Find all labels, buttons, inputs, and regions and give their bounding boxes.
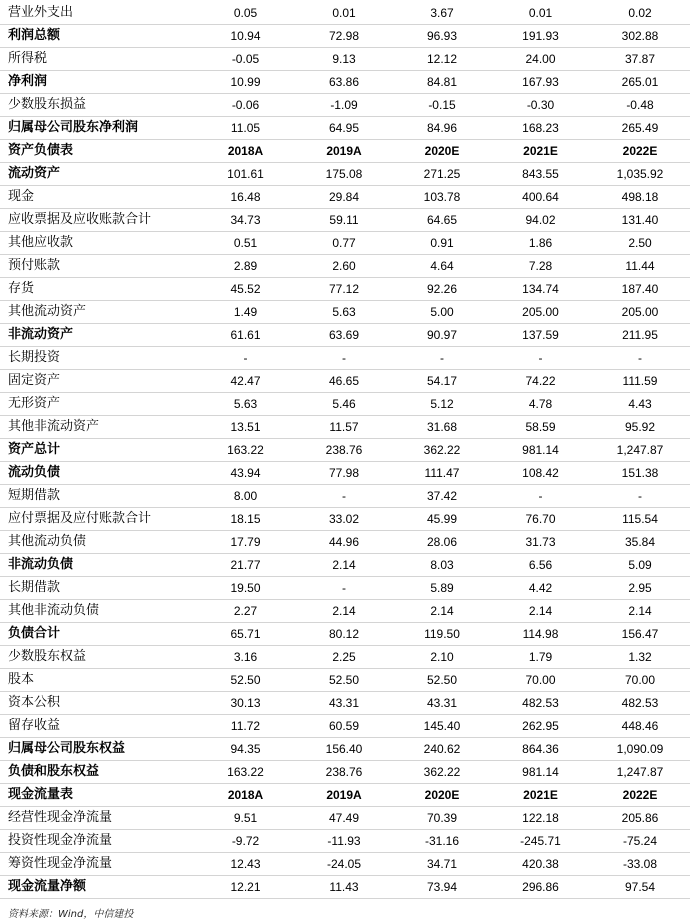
table-row: [0, 393, 690, 416]
value-cell: 114.98: [491, 623, 590, 646]
value-cell: 2.25: [295, 646, 393, 669]
value-cell: 2.10: [393, 646, 491, 669]
value-cell: 73.94: [393, 876, 491, 899]
value-cell: 981.14: [491, 761, 590, 784]
value-cell: 5.09: [590, 554, 690, 577]
row-label: 股本: [0, 669, 196, 692]
value-cell: 5.89: [393, 577, 491, 600]
value-cell: 2.14: [491, 600, 590, 623]
value-cell: 0.05: [196, 2, 295, 25]
value-cell: 72.98: [295, 25, 393, 48]
value-cell: 2.14: [393, 600, 491, 623]
value-cell: 108.42: [491, 462, 590, 485]
value-cell: 1,090.09: [590, 738, 690, 761]
value-cell: 28.06: [393, 531, 491, 554]
row-label: 非流动负债: [0, 554, 196, 577]
source-note: 资料来源：Wind，中信建投: [8, 909, 134, 920]
value-cell: -245.71: [491, 830, 590, 853]
table-row: [0, 25, 690, 48]
row-label: 负债合计: [0, 623, 196, 646]
value-cell: -0.15: [393, 94, 491, 117]
value-cell: 12.21: [196, 876, 295, 899]
row-label: 长期投资: [0, 347, 196, 370]
value-cell: 16.48: [196, 186, 295, 209]
row-label: 无形资产: [0, 393, 196, 416]
row-label: 其他流动负债: [0, 531, 196, 554]
value-cell: 76.70: [491, 508, 590, 531]
row-label: 经营性现金净流量: [0, 807, 196, 830]
value-cell: 34.73: [196, 209, 295, 232]
value-cell: 111.47: [393, 462, 491, 485]
section-title: 现金流量表: [0, 784, 196, 807]
value-cell: 7.28: [491, 255, 590, 278]
row-label: 应收票据及应收账款合计: [0, 209, 196, 232]
value-cell: -: [491, 347, 590, 370]
value-cell: 2.60: [295, 255, 393, 278]
row-label: 固定资产: [0, 370, 196, 393]
table-row: [0, 508, 690, 531]
value-cell: -24.05: [295, 853, 393, 876]
value-cell: 2.89: [196, 255, 295, 278]
value-cell: 2.14: [590, 600, 690, 623]
value-cell: 58.59: [491, 416, 590, 439]
value-cell: 151.38: [590, 462, 690, 485]
value-cell: 156.40: [295, 738, 393, 761]
value-cell: 61.61: [196, 324, 295, 347]
value-cell: 4.43: [590, 393, 690, 416]
table-row: [0, 163, 690, 186]
value-cell: 187.40: [590, 278, 690, 301]
value-cell: -: [590, 347, 690, 370]
value-cell: 70.39: [393, 807, 491, 830]
table-row: [0, 255, 690, 278]
value-cell: 2.50: [590, 232, 690, 255]
value-cell: -11.93: [295, 830, 393, 853]
value-cell: 45.52: [196, 278, 295, 301]
value-cell: 0.02: [590, 2, 690, 25]
value-cell: 362.22: [393, 761, 491, 784]
value-cell: 11.72: [196, 715, 295, 738]
value-cell: 5.63: [295, 301, 393, 324]
year-header-cell: 2020E: [393, 784, 491, 807]
value-cell: 5.00: [393, 301, 491, 324]
value-cell: 191.93: [491, 25, 590, 48]
table-row: [0, 715, 690, 738]
row-label: 资本公积: [0, 692, 196, 715]
value-cell: -0.30: [491, 94, 590, 117]
value-cell: 400.64: [491, 186, 590, 209]
table-row: [0, 669, 690, 692]
value-cell: 47.49: [295, 807, 393, 830]
value-cell: 362.22: [393, 439, 491, 462]
row-label: 非流动资产: [0, 324, 196, 347]
value-cell: 4.42: [491, 577, 590, 600]
value-cell: 80.12: [295, 623, 393, 646]
row-label: 现金: [0, 186, 196, 209]
value-cell: 119.50: [393, 623, 491, 646]
value-cell: 482.53: [491, 692, 590, 715]
value-cell: -: [295, 485, 393, 508]
row-label: 少数股东损益: [0, 94, 196, 117]
table-row: [0, 301, 690, 324]
value-cell: 97.54: [590, 876, 690, 899]
value-cell: 111.59: [590, 370, 690, 393]
value-cell: 10.99: [196, 71, 295, 94]
table-body: [0, 2, 690, 899]
value-cell: 52.50: [393, 669, 491, 692]
value-cell: 70.00: [590, 669, 690, 692]
value-cell: 134.74: [491, 278, 590, 301]
value-cell: -0.05: [196, 48, 295, 71]
value-cell: 265.49: [590, 117, 690, 140]
value-cell: 74.22: [491, 370, 590, 393]
financial-statement-table: [0, 2, 690, 899]
value-cell: 2.14: [295, 554, 393, 577]
value-cell: 205.86: [590, 807, 690, 830]
value-cell: -75.24: [590, 830, 690, 853]
value-cell: 59.11: [295, 209, 393, 232]
value-cell: -33.08: [590, 853, 690, 876]
value-cell: 11.57: [295, 416, 393, 439]
table-row: [0, 738, 690, 761]
value-cell: 175.08: [295, 163, 393, 186]
value-cell: 3.67: [393, 2, 491, 25]
row-label: 资产总计: [0, 439, 196, 462]
table-row: [0, 347, 690, 370]
table-row: [0, 646, 690, 669]
row-label: 归属母公司股东权益: [0, 738, 196, 761]
table-row: [0, 324, 690, 347]
value-cell: 3.16: [196, 646, 295, 669]
value-cell: 30.13: [196, 692, 295, 715]
value-cell: 43.31: [295, 692, 393, 715]
value-cell: -0.48: [590, 94, 690, 117]
value-cell: 92.26: [393, 278, 491, 301]
value-cell: 262.95: [491, 715, 590, 738]
table-row: [0, 485, 690, 508]
value-cell: 90.97: [393, 324, 491, 347]
table-row: [0, 186, 690, 209]
value-cell: 77.98: [295, 462, 393, 485]
value-cell: 63.86: [295, 71, 393, 94]
value-cell: 33.02: [295, 508, 393, 531]
table-row: [0, 370, 690, 393]
table-row: [0, 209, 690, 232]
table-row: [0, 462, 690, 485]
year-header-cell: 2018A: [196, 784, 295, 807]
value-cell: 420.38: [491, 853, 590, 876]
table-row: [0, 554, 690, 577]
value-cell: 84.81: [393, 71, 491, 94]
value-cell: -: [491, 485, 590, 508]
value-cell: 0.77: [295, 232, 393, 255]
table-row: [0, 623, 690, 646]
value-cell: 205.00: [590, 301, 690, 324]
value-cell: 131.40: [590, 209, 690, 232]
table-row: [0, 117, 690, 140]
value-cell: 211.95: [590, 324, 690, 347]
value-cell: 1,035.92: [590, 163, 690, 186]
value-cell: 18.15: [196, 508, 295, 531]
value-cell: 42.47: [196, 370, 295, 393]
value-cell: 6.56: [491, 554, 590, 577]
value-cell: 2.27: [196, 600, 295, 623]
row-label: 流动资产: [0, 163, 196, 186]
year-header-cell: 2018A: [196, 140, 295, 163]
value-cell: 65.71: [196, 623, 295, 646]
value-cell: 43.94: [196, 462, 295, 485]
value-cell: -: [196, 347, 295, 370]
value-cell: 1,247.87: [590, 439, 690, 462]
value-cell: 37.42: [393, 485, 491, 508]
value-cell: -: [295, 577, 393, 600]
value-cell: 17.79: [196, 531, 295, 554]
value-cell: 205.00: [491, 301, 590, 324]
value-cell: 1.32: [590, 646, 690, 669]
value-cell: 21.77: [196, 554, 295, 577]
value-cell: 11.05: [196, 117, 295, 140]
row-label: 其他非流动负债: [0, 600, 196, 623]
row-label: 短期借款: [0, 485, 196, 508]
table-row: [0, 232, 690, 255]
year-header-cell: 2019A: [295, 140, 393, 163]
value-cell: -0.06: [196, 94, 295, 117]
value-cell: 1.79: [491, 646, 590, 669]
value-cell: 19.50: [196, 577, 295, 600]
row-label: 存货: [0, 278, 196, 301]
row-label: 所得税: [0, 48, 196, 71]
year-header-cell: 2022E: [590, 784, 690, 807]
value-cell: 96.93: [393, 25, 491, 48]
value-cell: 4.64: [393, 255, 491, 278]
row-label: 营业外支出: [0, 2, 196, 25]
value-cell: 60.59: [295, 715, 393, 738]
value-cell: 70.00: [491, 669, 590, 692]
section-title: 资产负债表: [0, 140, 196, 163]
value-cell: 145.40: [393, 715, 491, 738]
value-cell: 8.00: [196, 485, 295, 508]
value-cell: 240.62: [393, 738, 491, 761]
row-label: 长期借款: [0, 577, 196, 600]
value-cell: -9.72: [196, 830, 295, 853]
table-row: [0, 71, 690, 94]
value-cell: 2.14: [295, 600, 393, 623]
table-row: [0, 876, 690, 899]
value-cell: 1.49: [196, 301, 295, 324]
value-cell: 167.93: [491, 71, 590, 94]
value-cell: 8.03: [393, 554, 491, 577]
value-cell: 12.12: [393, 48, 491, 71]
year-header-cell: 2022E: [590, 140, 690, 163]
value-cell: -: [295, 347, 393, 370]
value-cell: 10.94: [196, 25, 295, 48]
value-cell: -: [590, 485, 690, 508]
value-cell: 54.17: [393, 370, 491, 393]
value-cell: 296.86: [491, 876, 590, 899]
value-cell: 45.99: [393, 508, 491, 531]
row-label: 利润总额: [0, 25, 196, 48]
section-header-row: [0, 784, 690, 807]
row-label: 负债和股东权益: [0, 761, 196, 784]
row-label: 少数股东权益: [0, 646, 196, 669]
value-cell: -: [393, 347, 491, 370]
value-cell: 63.69: [295, 324, 393, 347]
value-cell: 94.02: [491, 209, 590, 232]
value-cell: 163.22: [196, 761, 295, 784]
row-label: 投资性现金净流量: [0, 830, 196, 853]
value-cell: 5.63: [196, 393, 295, 416]
table-row: [0, 692, 690, 715]
table-row: [0, 830, 690, 853]
section-header-row: [0, 140, 690, 163]
value-cell: 5.46: [295, 393, 393, 416]
value-cell: 864.36: [491, 738, 590, 761]
value-cell: 95.92: [590, 416, 690, 439]
row-label: 流动负债: [0, 462, 196, 485]
row-label: 其他应收款: [0, 232, 196, 255]
value-cell: 46.65: [295, 370, 393, 393]
value-cell: 37.87: [590, 48, 690, 71]
value-cell: 31.73: [491, 531, 590, 554]
value-cell: 843.55: [491, 163, 590, 186]
table-row: [0, 807, 690, 830]
table-row: [0, 577, 690, 600]
value-cell: 168.23: [491, 117, 590, 140]
table-row: [0, 531, 690, 554]
row-label: 预付账款: [0, 255, 196, 278]
row-label: 留存收益: [0, 715, 196, 738]
value-cell: 115.54: [590, 508, 690, 531]
row-label: 其他非流动资产: [0, 416, 196, 439]
year-header-cell: 2020E: [393, 140, 491, 163]
value-cell: 265.01: [590, 71, 690, 94]
value-cell: 122.18: [491, 807, 590, 830]
table-row: [0, 439, 690, 462]
value-cell: 34.71: [393, 853, 491, 876]
value-cell: 94.35: [196, 738, 295, 761]
table-row: [0, 853, 690, 876]
value-cell: 2.95: [590, 577, 690, 600]
value-cell: 29.84: [295, 186, 393, 209]
year-header-cell: 2021E: [491, 140, 590, 163]
row-label: 现金流量净额: [0, 876, 196, 899]
row-label: 净利润: [0, 71, 196, 94]
value-cell: 31.68: [393, 416, 491, 439]
value-cell: 156.47: [590, 623, 690, 646]
value-cell: 5.12: [393, 393, 491, 416]
value-cell: -31.16: [393, 830, 491, 853]
value-cell: 482.53: [590, 692, 690, 715]
value-cell: 77.12: [295, 278, 393, 301]
value-cell: 24.00: [491, 48, 590, 71]
value-cell: 35.84: [590, 531, 690, 554]
table-row: [0, 48, 690, 71]
value-cell: 238.76: [295, 439, 393, 462]
year-header-cell: 2021E: [491, 784, 590, 807]
value-cell: -1.09: [295, 94, 393, 117]
value-cell: 0.01: [295, 2, 393, 25]
table-row: [0, 600, 690, 623]
year-header-cell: 2019A: [295, 784, 393, 807]
value-cell: 43.31: [393, 692, 491, 715]
row-label: 归属母公司股东净利润: [0, 117, 196, 140]
value-cell: 0.91: [393, 232, 491, 255]
value-cell: 4.78: [491, 393, 590, 416]
value-cell: 302.88: [590, 25, 690, 48]
value-cell: 498.18: [590, 186, 690, 209]
value-cell: 238.76: [295, 761, 393, 784]
value-cell: 101.61: [196, 163, 295, 186]
value-cell: 9.51: [196, 807, 295, 830]
value-cell: 0.51: [196, 232, 295, 255]
value-cell: 448.46: [590, 715, 690, 738]
table-row: [0, 278, 690, 301]
value-cell: 12.43: [196, 853, 295, 876]
value-cell: 981.14: [491, 439, 590, 462]
value-cell: 163.22: [196, 439, 295, 462]
value-cell: 271.25: [393, 163, 491, 186]
table-row: [0, 416, 690, 439]
value-cell: 44.96: [295, 531, 393, 554]
table-row: [0, 2, 690, 25]
row-label: 其他流动资产: [0, 301, 196, 324]
value-cell: 11.44: [590, 255, 690, 278]
value-cell: 137.59: [491, 324, 590, 347]
value-cell: 0.01: [491, 2, 590, 25]
value-cell: 103.78: [393, 186, 491, 209]
value-cell: 52.50: [196, 669, 295, 692]
value-cell: 64.65: [393, 209, 491, 232]
value-cell: 64.95: [295, 117, 393, 140]
value-cell: 1.86: [491, 232, 590, 255]
value-cell: 9.13: [295, 48, 393, 71]
value-cell: 52.50: [295, 669, 393, 692]
value-cell: 11.43: [295, 876, 393, 899]
table-row: [0, 761, 690, 784]
row-label: 应付票据及应付账款合计: [0, 508, 196, 531]
value-cell: 1,247.87: [590, 761, 690, 784]
row-label: 筹资性现金净流量: [0, 853, 196, 876]
value-cell: 13.51: [196, 416, 295, 439]
table-row: [0, 94, 690, 117]
value-cell: 84.96: [393, 117, 491, 140]
